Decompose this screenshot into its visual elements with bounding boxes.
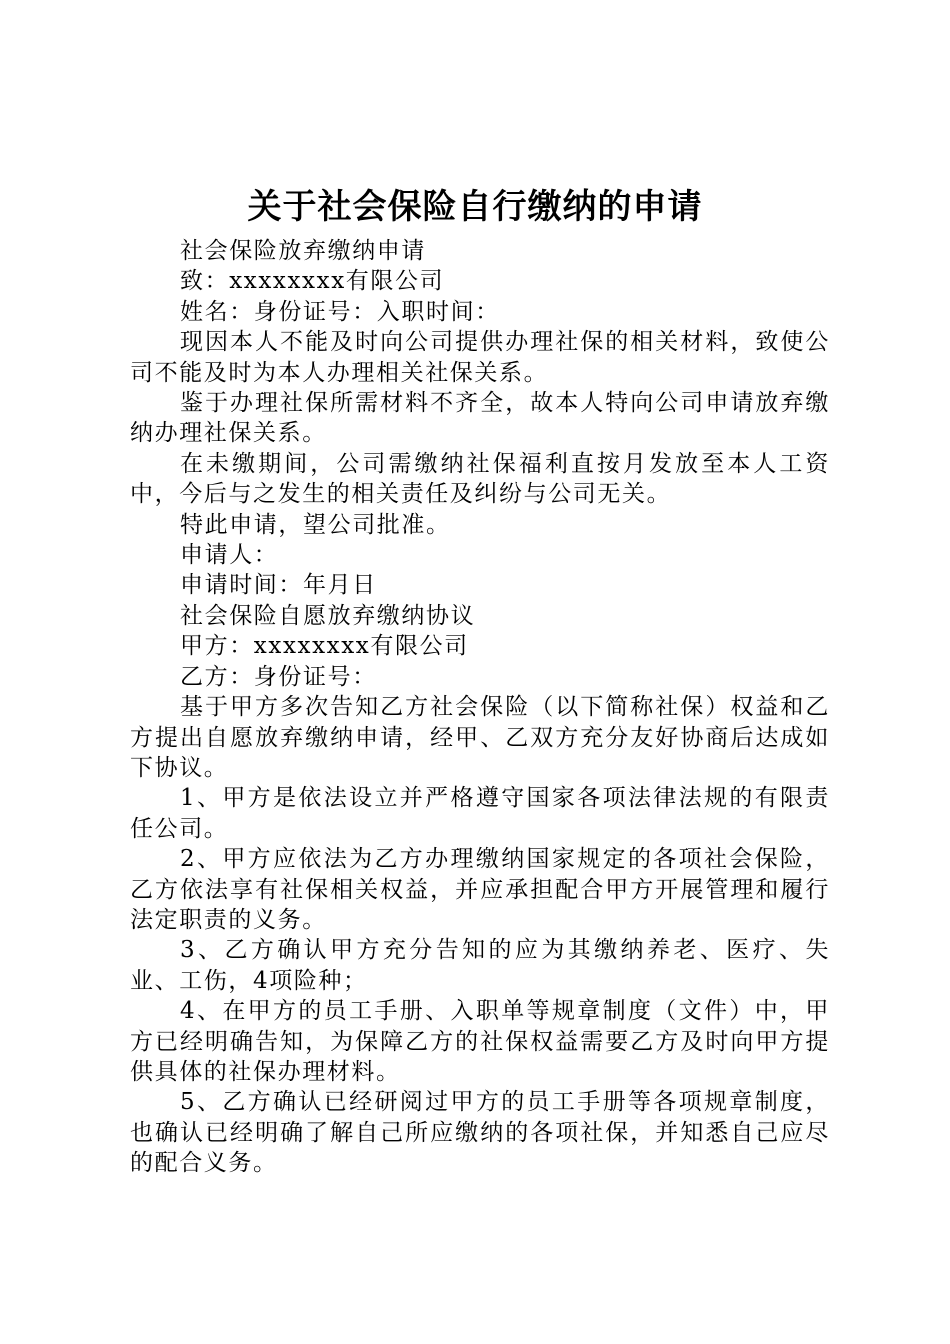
paragraph: 姓名：身份证号：入职时间： bbox=[180, 298, 500, 325]
paragraph: 5、乙方确认已经研阅过甲方的员工手册等各项规章制度，也确认已经明确了解自己所应缴纳的各项社保，并知悉自己应尽的配合义务。 bbox=[130, 1089, 830, 1177]
paragraph: 2、甲方应依法为乙方办理缴纳国家规定的各项社会保险，乙方依法享有社保相关权益，并应承担配合甲方开展管理和履行法定职责的义务。 bbox=[130, 846, 830, 933]
paragraph: 社会保险放弃缴纳申请 bbox=[180, 238, 426, 264]
paragraph: 在未缴期间，公司需缴纳社保福利直按月发放至本人工资中，今后与之发生的相关责任及纠纷与公司无关。 bbox=[130, 450, 830, 508]
paragraph: 致：xxxxxxxx有限公司 bbox=[180, 268, 445, 295]
paragraph: 4、在甲方的员工手册、入职单等规章制度（文件）中，甲方已经明确告知，为保障乙方的社保权益需要乙方及时向甲方提供具体的社保办理材料。 bbox=[130, 998, 830, 1085]
paragraph: 乙方：身份证号： bbox=[180, 663, 377, 690]
document-title: 关于社会保险自行缴纳的申请 bbox=[247, 187, 703, 227]
paragraph: 特此申请，望公司批准。 bbox=[180, 511, 451, 538]
document-body bbox=[130, 236, 830, 1179]
paragraph: 基于甲方多次告知乙方社会保险（以下简称社保）权益和乙方提出自愿放弃缴纳申请，经甲、乙双方充分友好协商后达成如下协议。 bbox=[130, 694, 830, 781]
paragraph: 甲方：xxxxxxxx有限公司 bbox=[180, 633, 469, 660]
paragraph: 申请人： bbox=[180, 542, 279, 569]
paragraph: 社会保险自愿放弃缴纳协议 bbox=[180, 602, 476, 629]
paragraph: 1、甲方是依法设立并严格遵守国家各项法律法规的有限责任公司。 bbox=[130, 785, 830, 842]
paragraph: 申请时间：年月日 bbox=[180, 572, 377, 599]
paragraph: 3、乙方确认甲方充分告知的应为其缴纳养老、医疗、失业、工伤，4项险种； bbox=[130, 937, 830, 994]
paragraph: 现因本人不能及时向公司提供办理社保的相关材料，致使公司不能及时为本人办理相关社保关系。 bbox=[130, 329, 830, 386]
paragraph: 鉴于办理社保所需材料不齐全，故本人特向公司申请放弃缴纳办理社保关系。 bbox=[130, 390, 830, 447]
